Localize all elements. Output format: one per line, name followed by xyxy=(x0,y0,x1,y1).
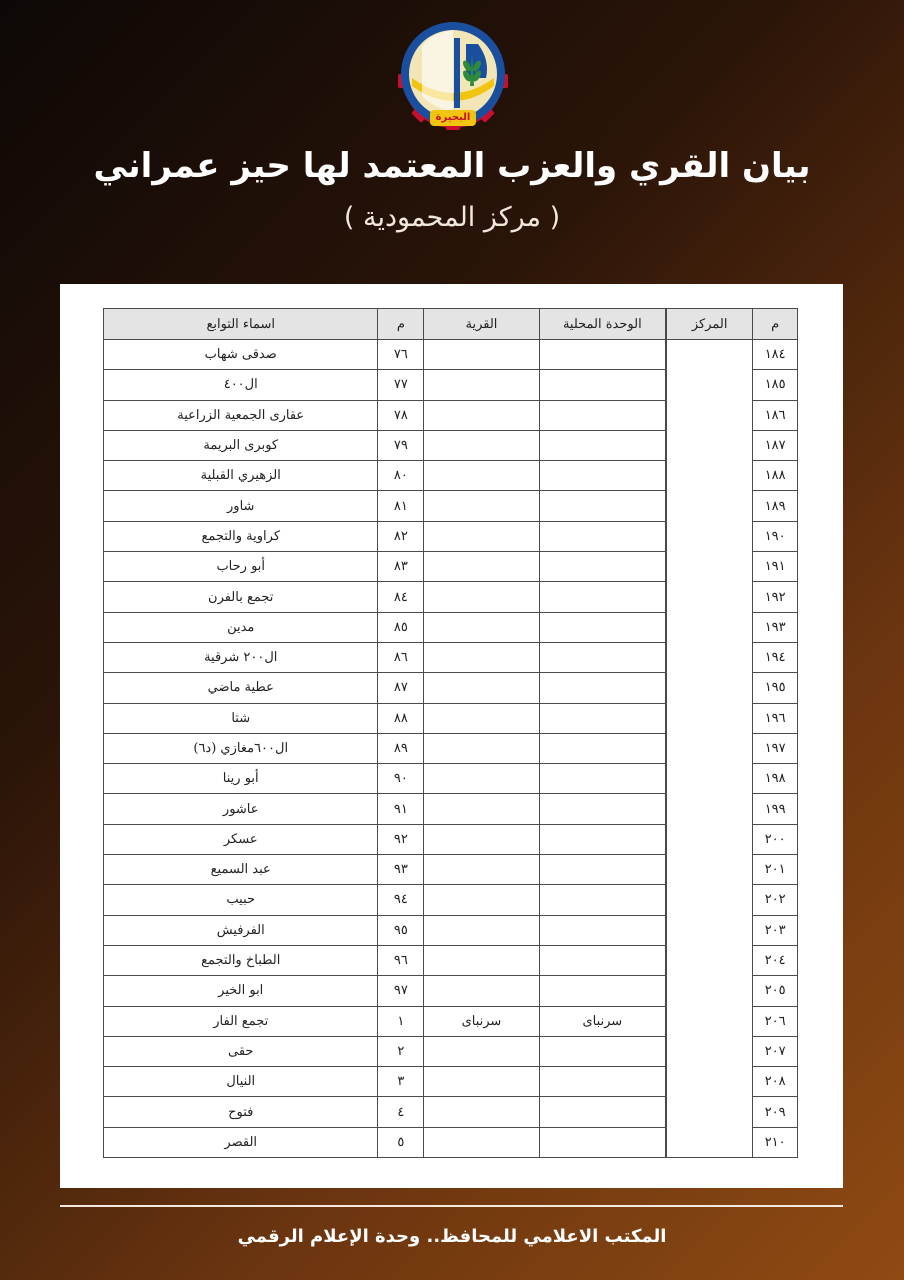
cell-serial: ١٩٠ xyxy=(753,521,798,551)
table-header-row xyxy=(104,309,666,340)
cell-name: عاشور xyxy=(104,794,378,824)
col-header-village: القرية xyxy=(424,309,539,340)
table-row xyxy=(104,1036,666,1066)
cell-serial: ٢٠٧ xyxy=(753,1036,798,1066)
cell-num: ٩٤ xyxy=(378,885,424,915)
cell-unit xyxy=(539,1127,665,1157)
cell-serial: ٢١٠ xyxy=(753,1127,798,1157)
cell-name: كوبرى البريمة xyxy=(104,430,378,460)
cell-village xyxy=(424,430,539,460)
cell-serial: ٢٠١ xyxy=(753,855,798,885)
cell-village xyxy=(424,612,539,642)
col-header-names: اسماء التوابع xyxy=(104,309,378,340)
serial-header-row xyxy=(667,309,798,340)
cell-num: ٨٦ xyxy=(378,642,424,672)
cell-serial: ١٨٩ xyxy=(753,491,798,521)
cell-village xyxy=(424,855,539,885)
cell-name: تجمع الفار xyxy=(104,1006,378,1036)
cell-serial: ٢٠٨ xyxy=(753,1067,798,1097)
cell-unit xyxy=(539,733,665,763)
cell-serial: ٢٠٠ xyxy=(753,824,798,854)
col-header-unit: الوحدة المحلية xyxy=(539,309,665,340)
cell-name: أبو رينا xyxy=(104,764,378,794)
villages-table xyxy=(103,308,666,1158)
cell-name: القصر xyxy=(104,1127,378,1157)
cell-unit xyxy=(539,370,665,400)
cell-serial: ١٩٣ xyxy=(753,612,798,642)
cell-name: ال٢٠٠ شرقية xyxy=(104,642,378,672)
cell-unit xyxy=(539,945,665,975)
cell-unit xyxy=(539,340,665,370)
cell-num: ٩٣ xyxy=(378,855,424,885)
cell-num: ٩٦ xyxy=(378,945,424,975)
cell-serial: ١٩٩ xyxy=(753,794,798,824)
cell-markaz-merged xyxy=(667,340,753,1158)
cell-name: تجمع بالفرن xyxy=(104,582,378,612)
cell-num: ٩١ xyxy=(378,794,424,824)
cell-serial: ١٨٥ xyxy=(753,370,798,400)
cell-name: الطباخ والتجمع xyxy=(104,945,378,975)
cell-village xyxy=(424,733,539,763)
cell-unit xyxy=(539,764,665,794)
table-row xyxy=(104,855,666,885)
cell-name: عبد السميع xyxy=(104,855,378,885)
cell-village xyxy=(424,945,539,975)
table-row xyxy=(104,491,666,521)
cell-serial: ١٩٤ xyxy=(753,642,798,672)
footer-divider xyxy=(60,1205,843,1207)
table-row xyxy=(104,461,666,491)
page-subtitle: ( مركز المحمودية ) xyxy=(343,202,561,233)
col-header-markaz: المركز xyxy=(667,309,753,340)
cell-serial: ١٩٨ xyxy=(753,764,798,794)
cell-name: عقارى الجمعية الزراعية xyxy=(104,400,378,430)
document-sheet xyxy=(60,284,843,1188)
cell-name: الفرفيش xyxy=(104,915,378,945)
cell-num: ٨٤ xyxy=(378,582,424,612)
page-title: بيان القري والعزب المعتمد لها حيز عمراني xyxy=(93,146,811,186)
cell-num: ٨٩ xyxy=(378,733,424,763)
cell-village xyxy=(424,582,539,612)
cell-unit xyxy=(539,582,665,612)
cell-serial: ١٩٦ xyxy=(753,703,798,733)
cell-serial: ١٩٢ xyxy=(753,582,798,612)
cell-name: شاور xyxy=(104,491,378,521)
table-row xyxy=(104,1006,666,1036)
cell-unit xyxy=(539,521,665,551)
cell-num: ٧٦ xyxy=(378,340,424,370)
cell-num: ٨٢ xyxy=(378,521,424,551)
cell-village xyxy=(424,794,539,824)
cell-unit xyxy=(539,612,665,642)
cell-name: شتا xyxy=(104,703,378,733)
cell-num: ٤ xyxy=(378,1097,424,1127)
table-row xyxy=(104,400,666,430)
cell-name: الزهيري القبلية xyxy=(104,461,378,491)
cell-village xyxy=(424,885,539,915)
cell-serial: ١٩٥ xyxy=(753,673,798,703)
cell-village xyxy=(424,642,539,672)
cell-unit xyxy=(539,885,665,915)
cell-serial: ٢٠٤ xyxy=(753,945,798,975)
cell-unit xyxy=(539,855,665,885)
cell-name: عطية ماضي xyxy=(104,673,378,703)
table-row xyxy=(104,673,666,703)
cell-serial: ١٨٤ xyxy=(753,340,798,370)
cell-village xyxy=(424,491,539,521)
cell-village xyxy=(424,976,539,1006)
cell-village xyxy=(424,915,539,945)
cell-village xyxy=(424,764,539,794)
cell-num: ٧٧ xyxy=(378,370,424,400)
logo-caption: البحيرة xyxy=(435,112,471,123)
cell-num: ٣ xyxy=(378,1067,424,1097)
table-row xyxy=(104,1127,666,1157)
cell-name: كراوية والتجمع xyxy=(104,521,378,551)
cell-serial: ٢٠٩ xyxy=(753,1097,798,1127)
cell-village xyxy=(424,370,539,400)
col-header-serial: م xyxy=(753,309,798,340)
cell-unit xyxy=(539,552,665,582)
table-row xyxy=(104,945,666,975)
cell-num: ٥ xyxy=(378,1127,424,1157)
cell-unit xyxy=(539,824,665,854)
cell-unit xyxy=(539,400,665,430)
cell-village xyxy=(424,703,539,733)
cell-serial: ٢٠٢ xyxy=(753,885,798,915)
cell-unit xyxy=(539,794,665,824)
table-row xyxy=(104,733,666,763)
table-row xyxy=(104,764,666,794)
cell-village: سرنباى xyxy=(424,1006,539,1036)
cell-village xyxy=(424,824,539,854)
cell-serial: ١٨٨ xyxy=(753,461,798,491)
cell-serial: ١٩٧ xyxy=(753,733,798,763)
cell-unit xyxy=(539,703,665,733)
cell-unit xyxy=(539,1036,665,1066)
cell-village xyxy=(424,1036,539,1066)
cell-unit xyxy=(539,491,665,521)
table-row xyxy=(104,430,666,460)
cell-num: ٨٨ xyxy=(378,703,424,733)
cell-serial: ٢٠٥ xyxy=(753,976,798,1006)
cell-name: ابو الخير xyxy=(104,976,378,1006)
cell-serial: ١٩١ xyxy=(753,552,798,582)
cell-name: فتوح xyxy=(104,1097,378,1127)
table-row xyxy=(104,642,666,672)
footer-text: المكتب الاعلامي للمحافظ.. وحدة الإعلام الرقمي xyxy=(237,1226,667,1247)
cell-num: ٩٧ xyxy=(378,976,424,1006)
cell-num: ٨١ xyxy=(378,491,424,521)
table-row xyxy=(104,915,666,945)
cell-village xyxy=(424,1097,539,1127)
cell-serial: ٢٠٣ xyxy=(753,915,798,945)
cell-village xyxy=(424,461,539,491)
table-row xyxy=(104,582,666,612)
table-row xyxy=(104,824,666,854)
table-row xyxy=(104,976,666,1006)
cell-num: ٧٨ xyxy=(378,400,424,430)
cell-name: عسكر xyxy=(104,824,378,854)
cell-unit xyxy=(539,642,665,672)
cell-unit xyxy=(539,976,665,1006)
cell-name: النيال xyxy=(104,1067,378,1097)
col-header-num: م xyxy=(378,309,424,340)
table-row xyxy=(104,521,666,551)
table-row xyxy=(104,612,666,642)
table-row xyxy=(104,885,666,915)
cell-village xyxy=(424,521,539,551)
table-row xyxy=(104,1067,666,1097)
cell-village xyxy=(424,552,539,582)
table-row xyxy=(104,340,666,370)
cell-unit xyxy=(539,430,665,460)
cell-name: حبيب xyxy=(104,885,378,915)
cell-num: ٨٠ xyxy=(378,461,424,491)
table-row xyxy=(104,703,666,733)
cell-village xyxy=(424,400,539,430)
cell-name: ال٦٠٠مغازي (د٦) xyxy=(104,733,378,763)
cell-name: حقى xyxy=(104,1036,378,1066)
governorate-logo xyxy=(394,16,512,132)
cell-num: ١ xyxy=(378,1006,424,1036)
cell-unit xyxy=(539,1067,665,1097)
serial-row xyxy=(667,340,798,370)
table-row xyxy=(104,1097,666,1127)
cell-village xyxy=(424,673,539,703)
cell-serial: ١٨٦ xyxy=(753,400,798,430)
table-row xyxy=(104,370,666,400)
cell-num: ٩٢ xyxy=(378,824,424,854)
cell-num: ٩٠ xyxy=(378,764,424,794)
cell-name: صدقى شهاب xyxy=(104,340,378,370)
cell-num: ٨٥ xyxy=(378,612,424,642)
cell-name: ال٤٠٠ xyxy=(104,370,378,400)
cell-unit xyxy=(539,1097,665,1127)
cell-serial: ٢٠٦ xyxy=(753,1006,798,1036)
cell-num: ٨٧ xyxy=(378,673,424,703)
table-row xyxy=(104,552,666,582)
cell-serial: ١٨٧ xyxy=(753,430,798,460)
cell-name: أبو رحاب xyxy=(104,552,378,582)
cell-village xyxy=(424,340,539,370)
cell-village xyxy=(424,1067,539,1097)
cell-num: ٩٥ xyxy=(378,915,424,945)
cell-num: ٧٩ xyxy=(378,430,424,460)
serial-table xyxy=(666,308,798,1158)
cell-unit xyxy=(539,915,665,945)
cell-village xyxy=(424,1127,539,1157)
cell-unit: سرنباى xyxy=(539,1006,665,1036)
cell-num: ٨٣ xyxy=(378,552,424,582)
cell-unit xyxy=(539,673,665,703)
cell-name: مدين xyxy=(104,612,378,642)
cell-num: ٢ xyxy=(378,1036,424,1066)
table-row xyxy=(104,794,666,824)
cell-unit xyxy=(539,461,665,491)
